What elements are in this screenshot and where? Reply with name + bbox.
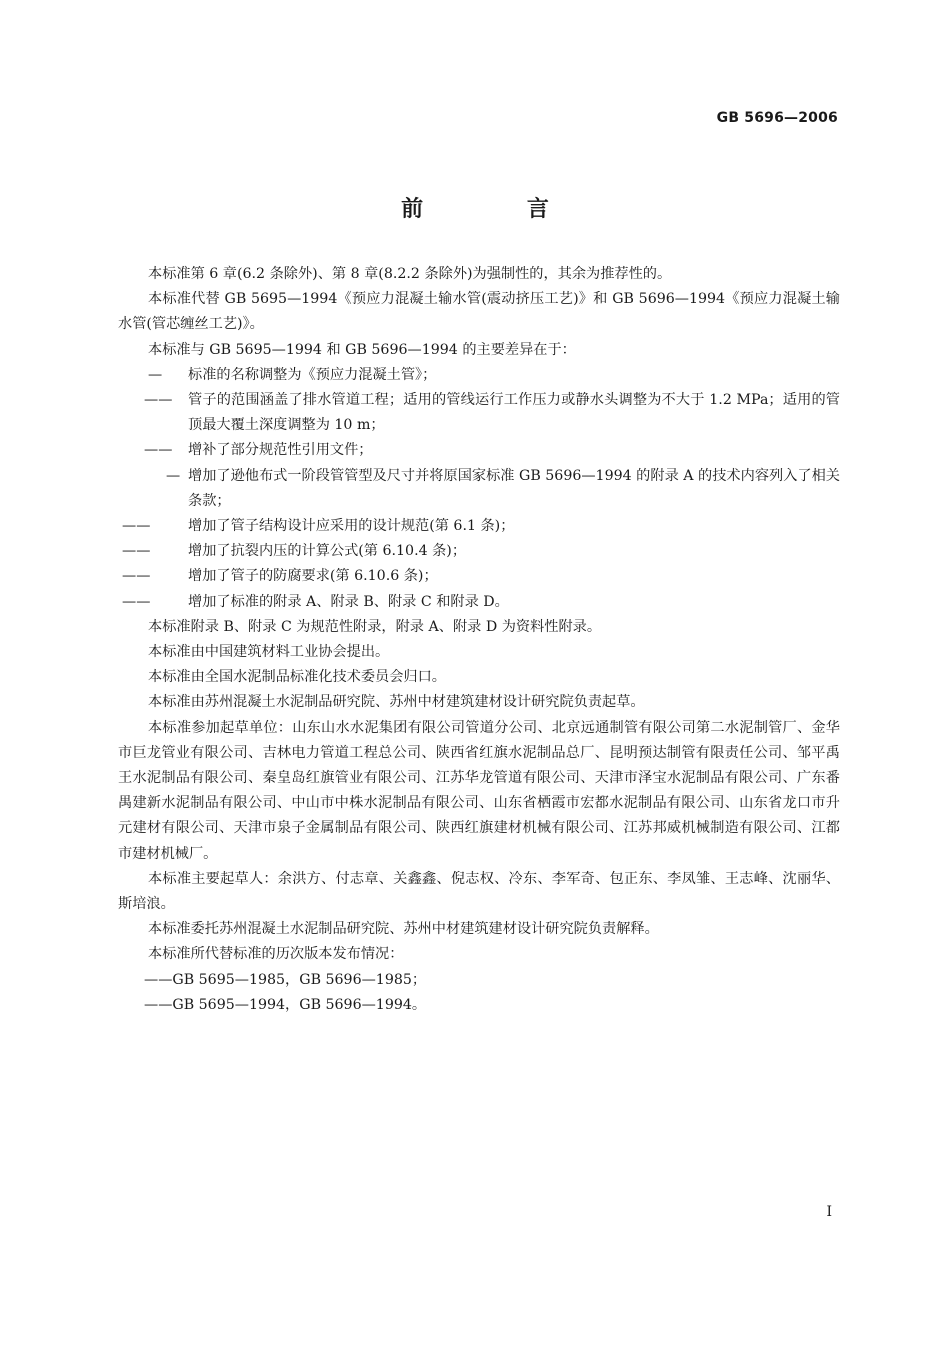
difference-text: 增加了抗裂内压的计算公式(第 6.10.4 条)；	[188, 543, 467, 560]
dash-mark: ——	[122, 593, 151, 610]
difference-text: 增加了管子的防腐要求(第 6.10.6 条)；	[188, 568, 438, 585]
difference-text: 增加了标准的附录 A、附录 B、附录 C 和附录 D。	[188, 593, 509, 610]
dash-mark: —	[148, 366, 163, 383]
difference-item	[118, 564, 840, 589]
difference-item	[118, 590, 840, 615]
difference-item	[118, 388, 840, 438]
paragraph-interpretation: 本标准委托苏州混凝土水泥制品研究院、苏州中材建筑建材设计研究院负责解释。	[148, 921, 659, 938]
standard-code: GB 5696—2006	[716, 110, 838, 126]
paragraph-history-intro: 本标准所代替标准的历次版本发布情况：	[148, 946, 404, 963]
difference-item	[118, 363, 840, 388]
difference-text: 标准的名称调整为《预应力混凝土管》；	[188, 366, 437, 383]
dash-mark: ——	[144, 442, 173, 459]
difference-item	[118, 539, 840, 564]
paragraph-replaces: 本标准代替 GB 5695—1994《预应力混凝土输水管(震动挤压工艺)》和 GB 5696—1994《预应力混凝土输水管(管芯缠丝工艺)》。	[118, 291, 840, 333]
paragraph-main-drafters: 本标准主要起草人：余洪方、付志章、关鑫鑫、倪志权、冷东、李军奇、包正东、李凤雏、王志峰、沈丽华、斯培浪。	[118, 870, 840, 913]
difference-item	[118, 438, 840, 463]
difference-item	[118, 464, 840, 514]
foreword-body	[118, 262, 840, 1018]
difference-item	[118, 514, 840, 539]
dash-mark: —	[166, 467, 181, 484]
paragraph-drafted-by: 本标准由苏州混凝土水泥制品研究院、苏州中材建筑建材设计研究院负责起草。	[148, 694, 645, 711]
dash-mark: ——	[122, 543, 151, 560]
history-item: ——GB 5695—1994，GB 5696—1994。	[144, 996, 427, 1013]
paragraph-differences-intro: 本标准与 GB 5695—1994 和 GB 5696—1994 的主要差异在于：	[148, 341, 576, 358]
paragraph-participating-units: 本标准参加起草单位：山东山水水泥集团有限公司管道分公司、北京远通制管有限公司第二水泥制管厂、金华市巨龙管业有限公司、吉林电力管道工程总公司、陕西省红旗水泥制品总厂、昆明预达制管有限责任公司、邹平禹王水泥制品有限公司、秦皇岛红旗管业有限公司、江苏华龙管道有限公司、天津市泽宝水泥制品有限公司、广东番禺建新水泥制品有限公司、中山市中株水泥制品有限公司、山东省栖霞市宏都水泥制品有限公司、山东省龙口市升元建材有限公司、天津市泉子金属制品有限公司、陕西红旗建材机械有限公司、江苏邦威机械制造有限公司、江都市建材机械厂。	[118, 719, 840, 862]
dash-mark: ——	[122, 518, 151, 535]
history-item: ——GB 5695—1985，GB 5696—1985；	[144, 971, 427, 988]
difference-text: 增补了部分规范性引用文件；	[188, 442, 373, 459]
page-number: I	[826, 1204, 832, 1220]
difference-text: 增加了逊他布式一阶段管管型及尺寸并将原国家标准 GB 5696—1994 的附录 A 的技术内容列入了相关条款；	[188, 467, 840, 509]
dash-mark: ——	[144, 392, 173, 409]
paragraph-annexes: 本标准附录 B、附录 C 为规范性附录，附录 A、附录 D 为资料性附录。	[148, 618, 602, 635]
dash-mark: ——	[122, 568, 151, 585]
difference-text: 增加了管子结构设计应采用的设计规范(第 6.1 条)；	[188, 518, 515, 535]
paragraph-responsible-committee: 本标准由全国水泥制品标准化技术委员会归口。	[148, 669, 446, 686]
paragraph-proposed-by: 本标准由中国建筑材料工业协会提出。	[148, 644, 390, 661]
page-title: 前 言	[401, 197, 597, 222]
difference-text: 管子的范围涵盖了排水管道工程；适用的管线运行工作压力或静水头调整为不大于 1.2 MPa；适用的管顶最大覆土深度调整为 10 m；	[188, 392, 840, 434]
paragraph-mandatory-clauses: 本标准第 6 章(6.2 条除外)、第 8 章(8.2.2 条除外)为强制性的，其余为推荐性的。	[148, 266, 672, 282]
